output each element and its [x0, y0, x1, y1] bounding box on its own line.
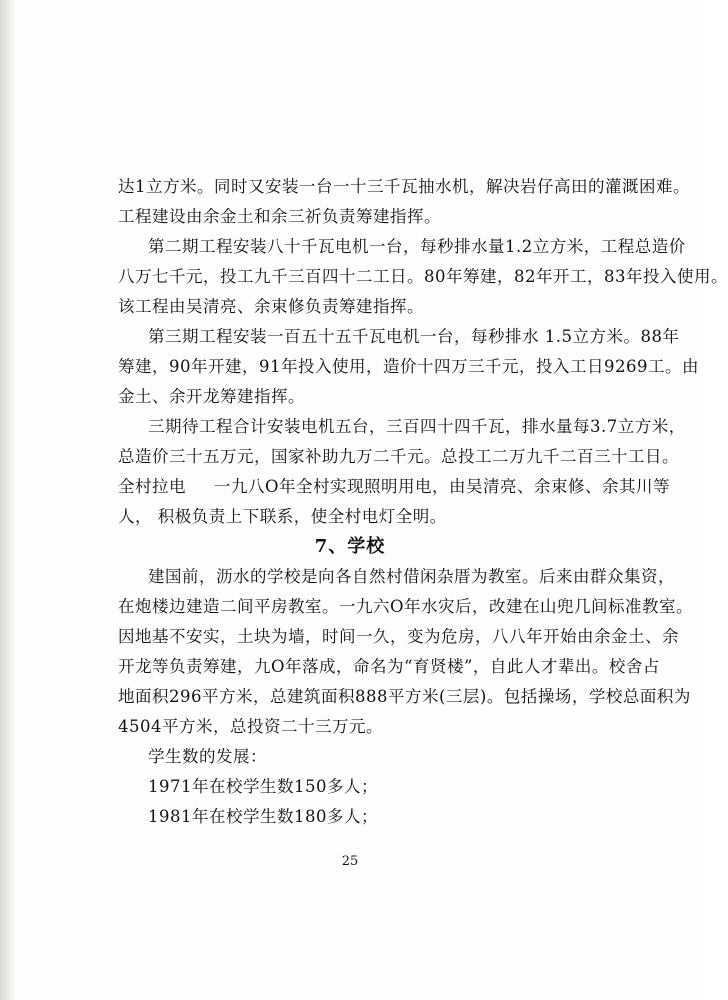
page-number: 25: [341, 854, 359, 869]
text-line: 达1立方米。同时又安装一台一十三千瓦抽水机，解决岩仔高田的灌溉困难。: [118, 177, 690, 196]
text-line: 第二期工程安装八十千瓦电机一台，每秒排水量1.2立方米，工程总造价: [148, 237, 686, 256]
scan-shadow-edge: [0, 0, 16, 1000]
text-line: 开龙等负责筹建，九O年落成，命名为“育贤楼”，自此人才辈出。校舍占: [118, 657, 660, 676]
text-line: 在炮楼边建造二间平房教室。一九六O年水灾后，改建在山兜几间标准教室。: [118, 597, 694, 616]
list-item: 1981年在校学生数180多人；: [148, 807, 378, 826]
body-text-bottom: [118, 562, 694, 832]
text-line: 地面积296平方米，总建筑面积888平方米(三层)。包括操场，学校总面积为: [118, 687, 691, 706]
text-line: 因地基不安实，土块为墙，时间一久，变为危房，八八年开始由余金土、余: [118, 627, 679, 646]
list-item: 1971年在校学生数150多人；: [148, 777, 378, 796]
text-line: 该工程由吴清亮、余束修负责筹建指挥。: [118, 297, 424, 316]
electricity-label: 全村拉电: [118, 477, 186, 496]
text-line: 学生数的发展：: [148, 747, 267, 766]
text-line: 金土、余开龙筹建指挥。: [118, 387, 305, 406]
text-line: 人， 积极负责上下联系，使全村电灯全明。: [118, 507, 447, 526]
text-line: 建国前，沥水的学校是向各自然村借闲杂厝为教室。后来由群众集资，: [148, 567, 675, 586]
text-line: 八万七千元，投工九千三百四十二工日。80年筹建，82年开工，83年投入使用。: [118, 267, 728, 286]
text-line: 筹建，90年开建，91年投入使用，造价十四万三千元，投入工日9269工。由: [118, 357, 699, 376]
text-line: 三期待工程合计安装电机五台，三百四十四千瓦，排水量每3.7立方米，: [148, 417, 686, 436]
text-line: 工程建设由余金土和余三祈负责筹建指挥。: [118, 207, 441, 226]
text-line: 第三期工程安装一百五十五千瓦电机一台，每秒排水 1.5立方米。88年: [148, 327, 680, 346]
electricity-line: [118, 472, 671, 502]
body-text-top: [118, 172, 728, 532]
section-heading: 7、学校: [314, 536, 386, 557]
text-line: 4504平方米，总投资二十三万元。: [118, 717, 383, 736]
text-line: 总造价三十五万元，国家补助九万二千元。总投工二万九千二百三十工日。: [118, 447, 679, 466]
electricity-text: 一九八O年全村实现照明用电，由吴清亮、余束修、余其川等: [214, 477, 671, 496]
